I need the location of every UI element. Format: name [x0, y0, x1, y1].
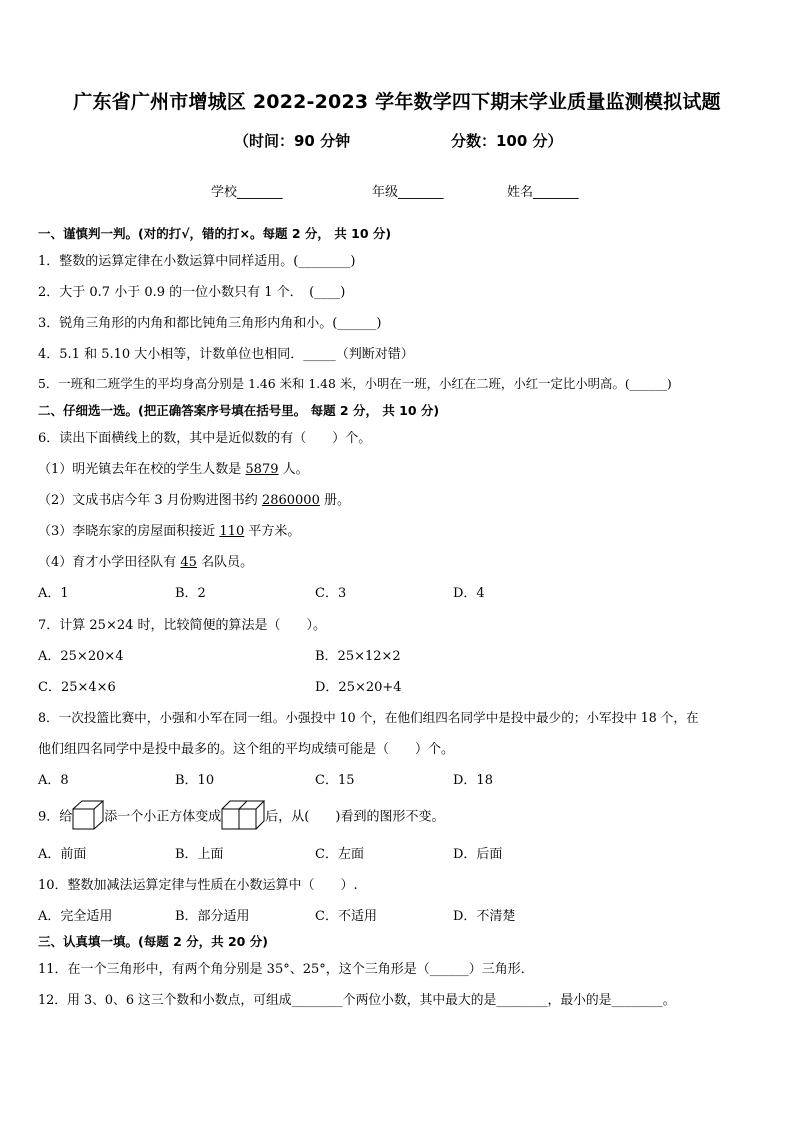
q7-option-c: C．25×4×6 — [38, 680, 116, 695]
page-title: 广东省广州市增城区 2022-2023 学年数学四下期末学业质量监测模拟试题 — [73, 91, 721, 113]
question-11: 11．在一个三角形中，有两个角分别是 35°、25°，这个三角形是（______）三角形． — [38, 962, 534, 977]
q9-option-b: B．上面 — [175, 847, 224, 862]
single-cube-figure — [72, 800, 104, 830]
q9-option-c: C．左面 — [315, 847, 364, 862]
q10-option-a: A．完全适用 — [38, 909, 113, 924]
q8-option-a: A．8 — [38, 773, 69, 788]
question-6-item-4: （4）育才小学田径队有 45 名队员。 — [38, 555, 254, 570]
question-12: 12．用 3、0、6 这三个数和小数点，可组成________个两位小数，其中最大的是________，最小的是________。 — [38, 993, 676, 1008]
name-field: 姓名_______ — [507, 185, 579, 200]
question-8-line-1: 8．一次投篮比赛中，小强和小军在同一组。小强投中 10 个，在他们组四名同学中是投中最少的；小军投中 18 个，在 — [38, 710, 699, 725]
q8-option-d: D．18 — [453, 773, 493, 788]
q10-option-d: D．不清楚 — [453, 909, 516, 924]
two-cube-figure — [221, 800, 265, 830]
q7-option-b: B．25×12×2 — [315, 649, 401, 664]
q9-option-d: D．后面 — [453, 847, 503, 862]
question-10: 10．整数加减法运算定律与性质在小数运算中（ ）. — [38, 878, 358, 893]
section-1-heading: 一、谨慎判一判。(对的打√，错的打×。每题 2 分， 共 10 分) — [38, 226, 392, 241]
q8-option-c: C．15 — [315, 773, 355, 788]
q6-option-a: A．1 — [38, 586, 69, 601]
section-2-heading: 二、仔细选一选。(把正确答案序号填在括号里。 每题 2 分， 共 10 分) — [38, 403, 440, 418]
question-1: 1．整数的运算定律在小数运算中同样适用。(________) — [38, 254, 356, 269]
q6-option-b: B．2 — [175, 586, 206, 601]
question-6-item-1: （1）明光镇去年在校的学生人数是 5879 人。 — [38, 462, 309, 477]
q7-option-d: D．25×20+4 — [315, 680, 402, 695]
exam-time: （时间：90 分钟 — [234, 132, 351, 150]
school-field: 学校_______ — [211, 185, 283, 200]
question-6: 6．读出下面横线上的数，其中是近似数的有（ ）个。 — [38, 431, 372, 446]
q6-option-c: C．3 — [315, 586, 347, 601]
q10-option-c: C．不适用 — [315, 909, 377, 924]
question-5: 5．一班和二班学生的平均身高分别是 1.46 米和 1.48 米，小明在一班，小红在二班，小红一定比小明高。(______) — [38, 376, 672, 391]
question-2: 2．大于 0.7 小于 0.9 的一位小数只有 1 个． (____) — [38, 285, 346, 300]
exam-score: 分数：100 分） — [451, 132, 563, 150]
section-3-heading: 三、认真填一填。(每题 2 分，共 20 分) — [38, 934, 268, 949]
question-9: 9．给 添一个小正方体变成 后，从( )看到的图形不变。 — [38, 800, 444, 830]
grade-field: 年级_______ — [372, 185, 444, 200]
q6-option-d: D．4 — [453, 586, 485, 601]
question-3: 3．锐角三角形的内角和都比钝角三角形内角和小。(______) — [38, 316, 382, 331]
question-7: 7．计算 25×24 时，比较简便的算法是（ ）。 — [38, 618, 327, 633]
question-6-item-3: （3）李晓东家的房屋面积接近 110 平方米。 — [38, 524, 301, 539]
q10-option-b: B．部分适用 — [175, 909, 250, 924]
q9-option-a: A．前面 — [38, 847, 87, 862]
question-8-line-2: 他们组四名同学中是投中最多的。这个组的平均成绩可能是（ ）个。 — [38, 742, 455, 757]
question-4: 4．5.1 和 5.10 大小相等，计数单位也相同．_____（判断对错） — [38, 347, 414, 362]
question-6-item-2: （2）文成书店今年 3 月份购进图书约 2860000 册。 — [38, 493, 350, 508]
q7-option-a: A．25×20×4 — [38, 649, 124, 664]
q8-option-b: B．10 — [175, 773, 215, 788]
